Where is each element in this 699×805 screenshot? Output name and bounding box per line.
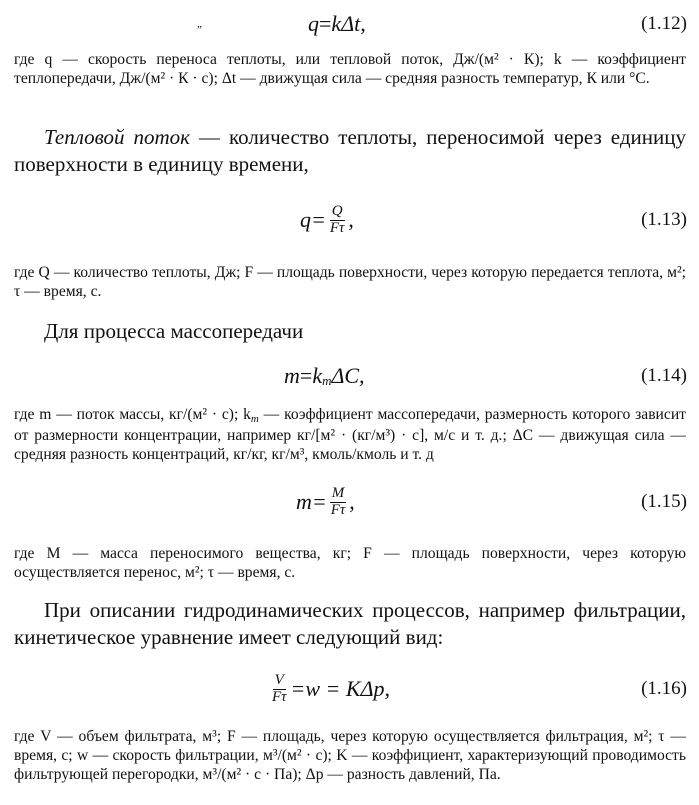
formula: [300, 196, 354, 244]
paragraph-1: где q — скорость переноса теплоты, или тепловой поток, Дж/(м² · К); k — коэффициент теплопередачи, Дж/(м² · К · с); Δt — движущая сила — средняя разность температур, К или °С.: [14, 51, 686, 87]
equation-number: (1.13): [641, 209, 687, 230]
formula: [308, 0, 366, 48]
paragraph-3: где Q — количество теплоты, Дж; F — площадь поверхности, через которую передается теплота, м²; τ — время, с.: [14, 264, 686, 300]
denominator: Fτ: [330, 501, 346, 518]
paragraph-4: Для процесса массопередачи: [44, 319, 304, 343]
term-heat-flow: Тепловой поток: [44, 125, 190, 149]
numerator: V: [274, 671, 284, 688]
equation-number: (1.14): [641, 365, 687, 386]
var-k: k: [331, 11, 342, 36]
var-m: m: [284, 363, 300, 388]
formula: [284, 352, 365, 400]
fraction: [328, 204, 347, 237]
subscript-m: m: [250, 413, 259, 425]
var-q: q: [308, 11, 319, 36]
equation-number: (1.12): [641, 13, 687, 34]
paragraph-2: [14, 124, 686, 178]
var-dc: ΔC,: [331, 363, 365, 388]
var-k: k: [312, 363, 323, 388]
fraction: [270, 673, 289, 706]
equation-1-12: [0, 0, 699, 48]
lhs: m=: [296, 489, 327, 514]
paragraph-7: При описании гидродинамических процессов, например фильтрации, кинетическое уравнение имеет следующий вид:: [14, 598, 686, 649]
subscript-m: m: [322, 373, 332, 388]
numerator: M: [331, 484, 345, 501]
paragraph-5: [14, 405, 686, 464]
paragraph-2-text: — количество теплоты, переносимой через единицу поверхности в единицу времени,: [14, 125, 686, 176]
equation-1-16: [0, 665, 699, 713]
fraction: [329, 486, 348, 519]
equation-number: (1.15): [641, 491, 687, 512]
var-dt: Δt,: [341, 11, 366, 36]
comma: ,: [349, 489, 355, 514]
comma: ,: [348, 207, 354, 232]
paragraph-5-rest: — коэффициент массопередачи, размерность которого зависит от размерности концентрации, например кг/[м² · (кг/м³) · с], м/с и т. д.; ΔС — движущая сила — средняя разность концентраций, кг/кг, кг/м³, кмоль/кмоль и т. д: [14, 406, 686, 463]
lhs: q=: [300, 207, 326, 232]
equals: =: [299, 363, 313, 388]
equation-1-13: [0, 196, 699, 244]
equation-1-14: [0, 352, 699, 400]
equals: =: [319, 11, 332, 36]
formula: [268, 665, 390, 713]
equation-number: (1.16): [641, 678, 687, 699]
equation-1-15: [0, 478, 699, 526]
denominator: Fτ: [272, 688, 287, 705]
paragraph-6: где М — масса переносимого вещества, кг; F — площадь поверхности, через которую осуществляется перенос, м²; τ — время, с.: [14, 545, 686, 581]
stray-mark: „: [197, 18, 202, 30]
numerator: Q: [331, 202, 343, 219]
paragraph-5-start: где m — поток массы, кг/(м² · с); k: [14, 406, 251, 423]
formula: [296, 478, 355, 526]
formula-rest: =w = KΔp,: [290, 676, 390, 701]
denominator: Fτ: [329, 219, 345, 236]
paragraph-8: где V — объем фильтрата, м³; F — площадь, через которую осуществляется фильтрация, м²; τ — время, с; w — скорость фильтрации, м³/(м² · с); K — коэффициент, характеризующий проводимость фильтрующей перегородки, м³/(м² · с · Па); Δp — разность давлений, Па.: [14, 728, 686, 783]
